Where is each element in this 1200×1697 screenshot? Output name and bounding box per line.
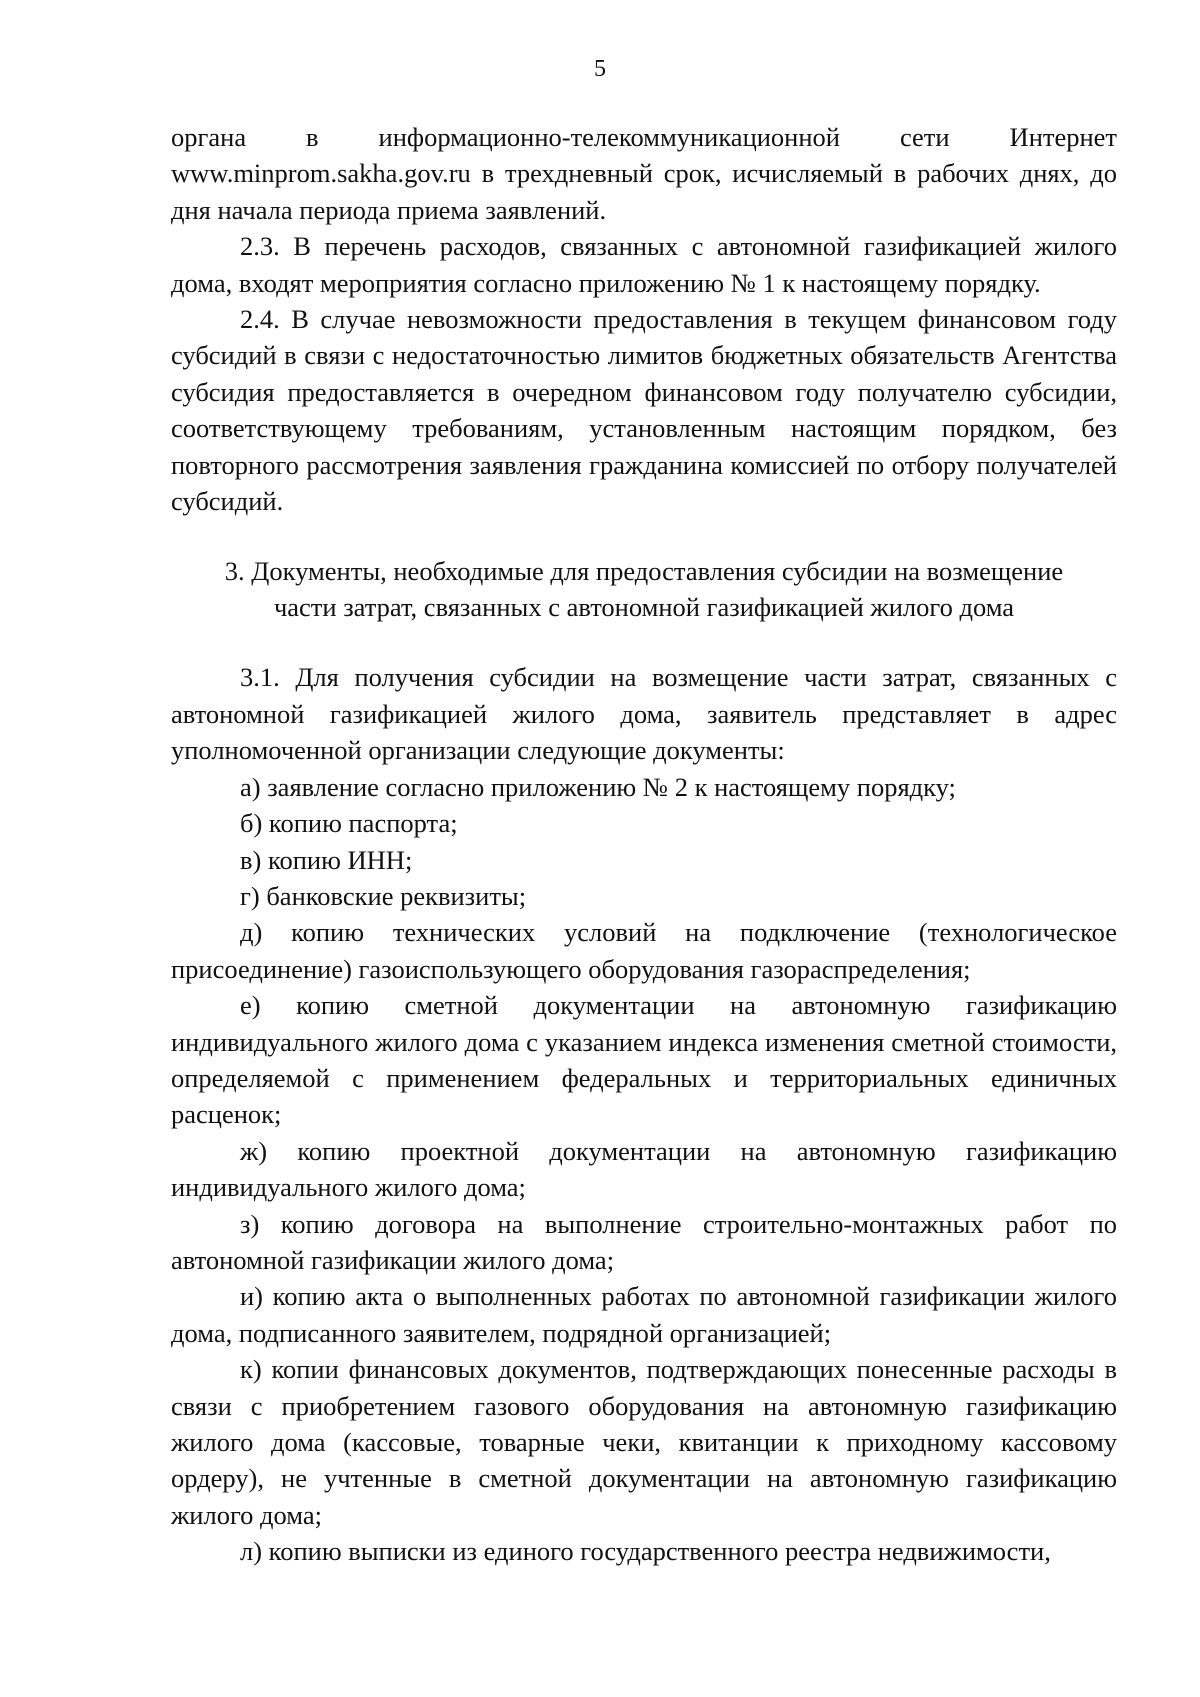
list-item-i: и) копию акта о выполненных работах по автономной газификации жилого дома, подписанного заявителем, подрядной организацией;	[171, 1281, 1117, 1348]
list-item-l: л) копию выписки из единого государственного реестра недвижимости,	[240, 1536, 1051, 1567]
list-item-e: е) копию сметной документации на автономную газификацию индивидуального жилого дома с указанием индекса изменения сметной стоимости, определяемой с применением федеральных и территориальных единичных расценок;	[171, 990, 1117, 1130]
list-item-v: в) копию ИНН;	[240, 844, 413, 875]
paragraph-2-3: 2.3. В перечень расходов, связанных с автономной газификацией жилого дома, входят мероприятия согласно приложению № 1 к настоящему порядку.	[171, 231, 1117, 298]
list-item-zh: ж) копию проектной документации на автономную газификацию индивидуального жилого дома;	[171, 1135, 1117, 1203]
page-number: 5	[594, 56, 606, 82]
section-heading	[171, 553, 1117, 625]
list-item-d: д) копию технических условий на подключение (технологическое присоединение) газоиспользующего оборудования газораспределения;	[171, 917, 1117, 984]
list-item-g: г) банковские реквизиты;	[240, 880, 527, 911]
paragraph-3-1: 3.1. Для получения субсидии на возмещение части затрат, связанных с автономной газификацией жилого дома, заявитель представляет в адрес уполномоченной организации следующие документы:	[171, 662, 1117, 766]
list-item-b: б) копию паспорта;	[240, 808, 458, 839]
list-item-k: к) копии финансовых документов, подтверждающих понесенные расходы в связи с приобретением газового оборудования на автономную газификацию жилого дома (кассовые, товарные чеки, квитанции к приходному кассовому ордеру), не учтенные в сметной документации на автономную газификацию жилого дома;	[171, 1354, 1117, 1530]
paragraph-continuation: органа в информационно-телекоммуникационной сети Интернет www.minprom.sakha.gov.ru в трехдневный срок, исчисляемый в рабочих днях, до дня начала периода приема заявлений.	[171, 122, 1117, 225]
section-heading-line-1: 3. Документы, необходимые для предоставления субсидии на возмещение	[224, 556, 1064, 587]
document-body	[171, 119, 1117, 1570]
list-item-a: а) заявление согласно приложению № 2 к настоящему порядку;	[240, 771, 956, 802]
section-heading-line-2: части затрат, связанных с автономной газификацией жилого дома	[273, 592, 1015, 623]
paragraph-2-4: 2.4. В случае невозможности предоставления в текущем финансовом году субсидий в связи с недостаточностью лимитов бюджетных обязательств Агентства субсидия предоставляется в очередном финансовом году получателю субсидии, соответствующему требованиям, установленным настоящим порядком, без повторного рассмотрения заявления гражданина комиссией по отбору получателей субсидий.	[171, 304, 1117, 517]
list-item-z: з) копию договора на выполнение строительно-монтажных работ по автономной газификации жилого дома;	[171, 1208, 1117, 1275]
